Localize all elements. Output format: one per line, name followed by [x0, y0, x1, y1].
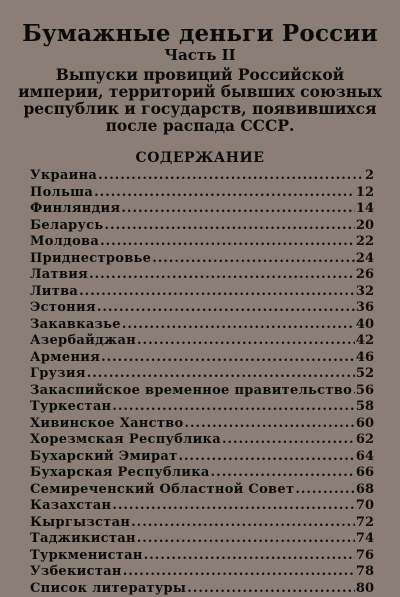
toc-item-label: Туркменистан [30, 548, 143, 565]
page-title: Бумажные деньги России [0, 22, 400, 46]
toc-item-label: Узбекистан [30, 564, 122, 581]
toc-item-page: 46 [356, 350, 374, 367]
toc-item[interactable] [30, 399, 374, 416]
toc-item[interactable] [30, 251, 374, 268]
toc-item-page: 58 [356, 399, 374, 416]
toc-leader-dots [353, 383, 355, 400]
toc-leader-dots [185, 416, 355, 433]
toc-item-label: Беларусь [30, 218, 104, 235]
toc-item-label: Закаспийское временное правительство [30, 383, 352, 400]
toc-item-page: 26 [356, 267, 374, 284]
toc-item[interactable] [30, 482, 374, 499]
page-subtitle: Выпуски провиций Российской империи, территорий бывших союзных республик и государств, появившихся после распада СССР. [12, 66, 388, 134]
toc-item-label: Украина [30, 168, 97, 185]
toc-item[interactable] [30, 350, 374, 367]
toc-leader-dots [122, 317, 355, 334]
toc-item-page: 80 [356, 581, 374, 597]
toc-item-page: 14 [356, 201, 374, 218]
toc-item-label: Хивинское Ханство [30, 416, 184, 433]
toc-leader-dots [112, 498, 355, 515]
toc-leader-dots [144, 548, 355, 565]
toc-item-label: Грузия [30, 366, 86, 383]
toc-item-page: 60 [356, 416, 374, 433]
toc-item-page: 68 [356, 482, 374, 499]
toc-item-page: 74 [356, 531, 374, 548]
toc-item[interactable] [30, 267, 374, 284]
toc-item-label: Таджикистан [30, 531, 136, 548]
toc-item-label: Список литературы [30, 581, 186, 597]
toc-item-label: Латвия [30, 267, 88, 284]
toc-item-label: Кыргызстан [30, 515, 130, 532]
toc-leader-dots [100, 234, 355, 251]
toc-item-label: Бухарский Эмират [30, 449, 177, 466]
toc-item[interactable] [30, 366, 374, 383]
toc-leader-dots [89, 267, 355, 284]
toc-item-page: 70 [356, 498, 374, 515]
toc-item-page: 64 [356, 449, 374, 466]
toc-leader-dots [152, 251, 355, 268]
toc-heading: СОДЕРЖАНИЕ [0, 150, 400, 166]
toc-leader-dots [121, 201, 355, 218]
toc-item-page: 40 [356, 317, 374, 334]
toc-item-page: 42 [356, 333, 374, 350]
toc-item-page: 2 [365, 168, 374, 185]
toc-item[interactable] [30, 548, 374, 565]
toc-leader-dots [222, 432, 355, 449]
toc-item-label: Туркестан [30, 399, 111, 416]
toc-leader-dots [87, 366, 355, 383]
toc-item[interactable] [30, 515, 374, 532]
toc-item-page: 52 [356, 366, 374, 383]
toc-item[interactable] [30, 416, 374, 433]
toc-item-label: Литва [30, 284, 78, 301]
toc-item-page: 32 [356, 284, 374, 301]
toc-item-page: 12 [356, 185, 374, 202]
toc-item[interactable] [30, 333, 374, 350]
toc-item[interactable] [30, 498, 374, 515]
toc-leader-dots [101, 350, 355, 367]
toc-item-page: 76 [356, 548, 374, 565]
toc-item-page: 78 [356, 564, 374, 581]
toc-item[interactable] [30, 234, 374, 251]
toc-item-page: 22 [356, 234, 374, 251]
toc-item[interactable] [30, 465, 374, 482]
toc-item-label: Финляндия [30, 201, 120, 218]
toc-item-label: Бухарская Республика [30, 465, 210, 482]
toc-item-label: Семиреченский Областной Совет [30, 482, 294, 499]
toc-item-page: 66 [356, 465, 374, 482]
toc-leader-dots [211, 465, 355, 482]
toc-leader-dots [131, 515, 355, 532]
toc-leader-dots [187, 581, 355, 597]
toc-item[interactable] [30, 284, 374, 301]
part-label: Часть II [0, 46, 400, 64]
toc-item-label: Эстония [30, 300, 96, 317]
toc-item[interactable] [30, 432, 374, 449]
toc-item-page: 36 [356, 300, 374, 317]
toc-item-page: 72 [356, 515, 374, 532]
toc-leader-dots [137, 333, 355, 350]
toc-item-label: Азербайджан [30, 333, 136, 350]
toc-item-label: Молдова [30, 234, 99, 251]
toc-item[interactable] [30, 449, 374, 466]
toc-item[interactable] [30, 317, 374, 334]
toc-item-label: Польша [30, 185, 93, 202]
toc-item-page: 20 [356, 218, 374, 235]
toc-item-label: Приднестровье [30, 251, 151, 268]
toc-item[interactable] [30, 168, 374, 185]
table-of-contents [0, 168, 400, 597]
toc-leader-dots [79, 284, 355, 301]
toc-leader-dots [105, 218, 355, 235]
toc-item[interactable] [30, 383, 374, 400]
toc-item[interactable] [30, 300, 374, 317]
toc-item[interactable] [30, 581, 374, 597]
toc-item[interactable] [30, 564, 374, 581]
toc-item-label: Казахстан [30, 498, 111, 515]
toc-leader-dots [178, 449, 354, 466]
toc-item-label: Хорезмская Республика [30, 432, 221, 449]
toc-item-page: 56 [356, 383, 374, 400]
toc-item[interactable] [30, 201, 374, 218]
toc-leader-dots [94, 185, 355, 202]
toc-leader-dots [123, 564, 355, 581]
toc-leader-dots [112, 399, 355, 416]
toc-leader-dots [98, 168, 364, 185]
toc-leader-dots [295, 482, 355, 499]
toc-item-page: 24 [356, 251, 374, 268]
toc-leader-dots [137, 531, 355, 548]
toc-item[interactable] [30, 218, 374, 235]
toc-item[interactable] [30, 185, 374, 202]
toc-item-label: Армения [30, 350, 100, 367]
toc-item-page: 62 [356, 432, 374, 449]
toc-leader-dots [97, 300, 355, 317]
toc-item[interactable] [30, 531, 374, 548]
toc-item-label: Закавказье [30, 317, 121, 334]
